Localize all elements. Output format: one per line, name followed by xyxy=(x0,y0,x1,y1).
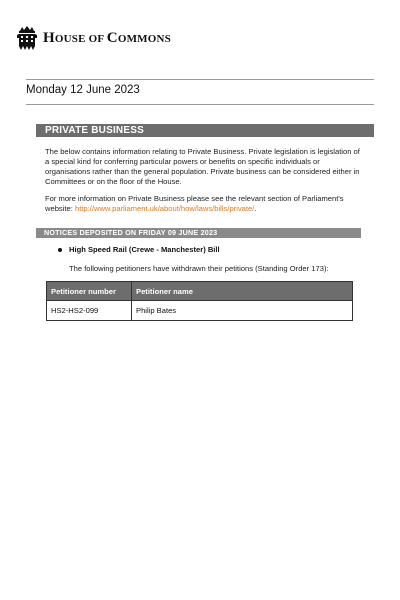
notices-title: NOTICES DEPOSITED ON FRIDAY 09 JUNE 2023 xyxy=(44,228,218,237)
petitioners-table xyxy=(46,281,353,321)
bill-title: High Speed Rail (Crewe - Manchester) Bill xyxy=(69,245,220,254)
date-divider xyxy=(26,104,374,105)
table-header-row xyxy=(47,282,353,301)
bullet-icon xyxy=(58,248,62,252)
portcullis-icon xyxy=(17,26,37,50)
more-info-text: For more information on Private Business please see the relevant section of Parliament's website: xyxy=(45,194,344,213)
petitioner-name-header: Petitioner name xyxy=(132,282,353,301)
house-of-commons-logo xyxy=(17,26,171,50)
section-header xyxy=(36,124,374,137)
more-info-suffix: . xyxy=(254,204,257,213)
petitioner-number-header: Petitioner number xyxy=(47,282,132,301)
more-info-paragraph xyxy=(45,194,365,214)
bill-item xyxy=(58,245,220,254)
top-divider xyxy=(26,79,374,80)
petitioner-name-cell: Philip Bates xyxy=(132,301,353,321)
withdrawn-statement: The following petitioners have withdrawn their petitions (Standing Order 173): xyxy=(69,264,329,273)
table-row xyxy=(47,301,353,321)
petitioner-number-cell: HS2-HS2-099 xyxy=(47,301,132,321)
sitting-date: Monday 12 June 2023 xyxy=(26,84,140,96)
section-title: PRIVATE BUSINESS xyxy=(45,125,144,136)
notices-header xyxy=(36,228,361,238)
org-name: HOUSE OF COMMONS xyxy=(43,29,171,46)
private-business-link[interactable]: http://www.parliament.uk/about/how/laws/bills/private/ xyxy=(74,204,255,213)
intro-paragraph: The below contains information relating to Private Business. Private legislation is legislation of a special kind for conferring particular powers or benefits on specific individuals or organisations rather than the general population. Private business can be considered either in Committees or on the floor of the House. xyxy=(45,147,360,186)
